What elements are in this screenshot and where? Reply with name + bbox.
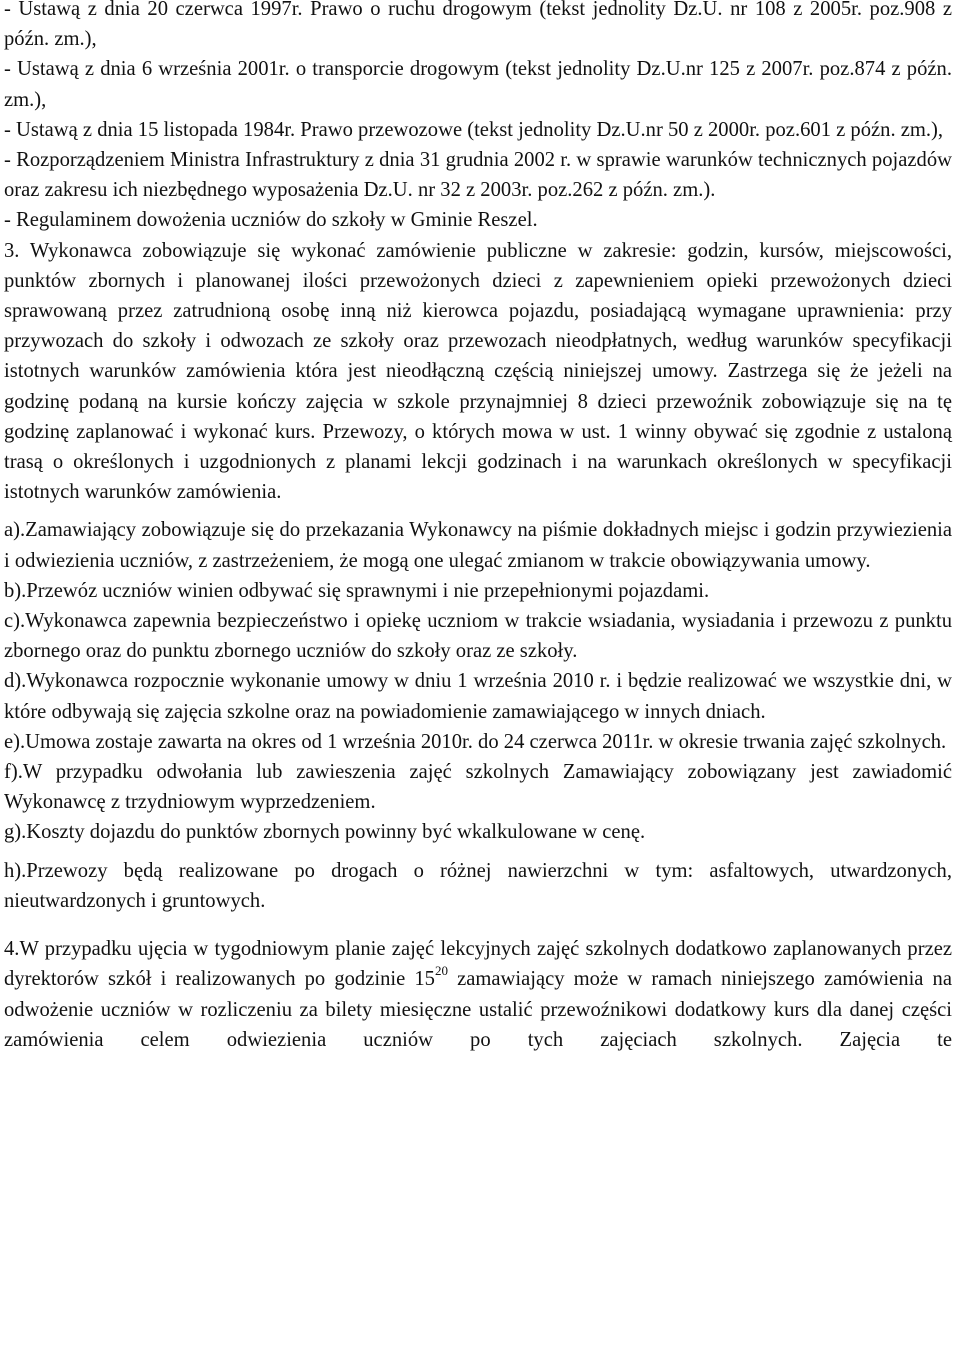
document-page [4,0,952,1055]
legal-basis-item: - Regulaminem dowożenia uczniów do szkoły w Gminie Reszel. [4,209,538,232]
section-4-text-end: zamawiający może w ramach niniejszego zamówienia na odwożenie uczniów w rozliczeniu za bilety miesięczne ustalić przewoźnikowi dodatkowy kurs dla danej części zamówienia celem odwiezienia uczniów po tych zajęciach szkolnych. Zajęcia te [4,968,952,1051]
legal-basis-list [4,0,952,236]
clause-c: c).Wykonawca zapewnia bezpieczeństwo i opiekę uczniom w trakcie wsiadania, wysiadania i przewozu z punktu zbornego oraz do punktu zbornego uczniów do szkoły oraz ze szkoły. [4,610,952,663]
legal-basis-item: - Ustawą z dnia 15 listopada 1984r. Prawo przewozowe (tekst jednolity Dz.U.nr 50 z 2000r. poz.601 z późn. zm.), [4,118,944,141]
clause-d: d).Wykonawca rozpocznie wykonanie umowy w dniu 1 września 2010 r. i będzie realizować we wszystkie dni, w które odbywają się zajęcia szkolne oraz na powiadomienie zamawiającego w innych dniach. [4,670,952,723]
section-4-text-start: 4.W przypadku ujęcia w tygodniowym planie zajęć lekcyjnych zajęć szkolnych dodatkowo zaplanowanych przez dyrektorów szkół i realizowanych po godzinie 15 [4,938,952,991]
clause-f: f).W przypadku odwołania lub zawieszenia zajęć szkolnych Zamawiający zobowiązany jest zawiadomić Wykonawcę z trzydniowym wyprzedzeniem. [4,761,952,814]
clause-e: e).Umowa zostaje zawarta na okres od 1 września 2010r. do 24 czerwca 2011r. w okresie trwania zajęć szkolnych. [4,730,947,753]
clause-b: b).Przewóz uczniów winien odbywać się sprawnymi i nie przepełnionymi pojazdami. [4,579,710,602]
paragraph-spacer [4,916,952,934]
hour-superscript: 20 [434,963,448,979]
section-4-paragraph [4,934,952,1055]
legal-basis-item: - Ustawą z dnia 6 września 2001r. o transporcie drogowym (tekst jednolity Dz.U.nr 125 z 2007r. poz.874 z późn. zm.), [4,58,952,111]
clause-h: h).Przewozy będą realizowane po drogach o różnej nawierzchni w tym: asfaltowych, utwardzonych, nieutwardzonych i gruntowych. [4,859,952,912]
clause-a: a).Zamawiający zobowiązuje się do przekazania Wykonawcy na piśmie dokładnych miejsc i godzin przywiezienia i odwiezienia uczniów, z zastrzeżeniem, że mogą one ulegać zmianom w trakcie obowiązywania umowy. [4,519,952,572]
paragraph-spacer [4,507,952,515]
legal-basis-item: - Rozporządzeniem Ministra Infrastruktury z dnia 31 grudnia 2002 r. w sprawie warunków technicznych pojazdów oraz zakresu ich niezbędnego wyposażenia Dz.U. nr 32 z 2003r. poz.262 z późn. zm.). [4,149,952,202]
legal-basis-item: - Ustawą z dnia 20 czerwca 1997r. Prawo o ruchu drogowym (tekst jednolity Dz.U. nr 108 z 2005r. poz.908 z późn. zm.), [4,0,952,51]
clause-g: g).Koszty dojazdu do punktów zbornych powinny być wkalkulowane w cenę. [4,821,646,844]
paragraph-spacer [4,848,952,856]
section-3-paragraph: 3. Wykonawca zobowiązuje się wykonać zamówienie publiczne w zakresie: godzin, kursów, miejscowości, punktów zbornych i planowanej ilości przewożonych dzieci z zapewnieniem opieki przewożonych dzieci sprawowaną przez zatrudnioną osobę inną niż kierowca pojazdu, posiadającą wymagane uprawnienia: przy przywozach do szkoły i odwozach ze szkoły oraz przewozach nieodpłatnych, według warunków specyfikacji istotnych warunków zamówienia która jest nieodłączną częścią niniejszej umowy. Zastrzega się że jeżeli na godzinę podaną na kursie kończy zajęcia w szkole przynajmniej 8 dzieci przewoźnik zobowiązuje się na tę godzinę zaplanować i wykonać kurs. Przewozy, o których mowa w ust. 1 winny obywać się zgodnie z ustaloną trasą o określonych i uzgodnionych z planami lekcji godzinach i na warunkach określonych w specyfikacji istotnych warunków zamówienia. [4,239,952,504]
